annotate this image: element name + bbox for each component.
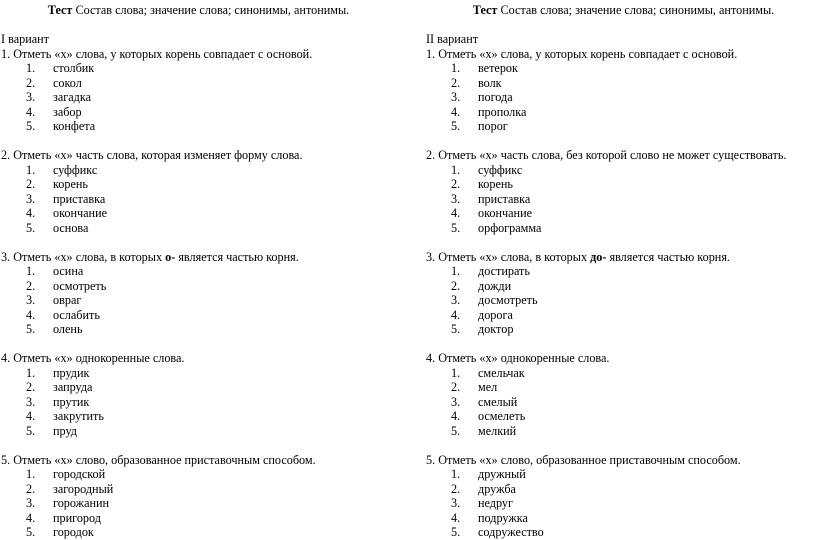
option-1[interactable]: 1. дружный bbox=[451, 467, 526, 481]
option-1[interactable]: 1. суффикс bbox=[26, 162, 98, 177]
question-2-options bbox=[426, 163, 816, 236]
option-1[interactable]: 1. осина bbox=[26, 264, 84, 278]
option-5[interactable]: 5. орфограмма bbox=[451, 220, 542, 235]
question-4: 4. Отметь «х» однокоренные слова. bbox=[1, 351, 185, 365]
option-4[interactable]: 4. закрутить bbox=[26, 409, 104, 423]
option-5[interactable]: 5. пруд bbox=[26, 423, 77, 438]
question-3: 3. Отметь «х» слова, в которых до- является частью корня. bbox=[426, 249, 730, 264]
question-5-options bbox=[1, 467, 396, 540]
option-3[interactable]: 3. прутик bbox=[26, 394, 90, 409]
option-1[interactable]: 1. суффикс bbox=[451, 162, 523, 177]
option-4[interactable]: 4. пригород bbox=[26, 510, 101, 525]
test-title bbox=[1, 3, 396, 18]
option-5[interactable]: 5. порог bbox=[451, 119, 508, 133]
option-4[interactable]: 4. ослабить bbox=[26, 307, 100, 322]
question-1-options bbox=[426, 61, 816, 134]
option-2[interactable]: 2. дожди bbox=[451, 278, 512, 293]
question-2-options bbox=[1, 163, 396, 236]
question-1: 1. Отметь «х» слова, у которых корень совпадает с основой. bbox=[426, 46, 738, 61]
question-1: 1. Отметь «х» слова, у которых корень совпадает с основой. bbox=[1, 46, 313, 61]
question-3-options bbox=[1, 264, 396, 337]
option-3[interactable]: 3. приставка bbox=[451, 191, 531, 206]
title-text: Состав слова; значение слова; синонимы, антонимы. bbox=[72, 3, 350, 17]
question-5: 5. Отметь «х» слово, образованное приставочным способом. bbox=[426, 452, 741, 467]
title-bold: Тест bbox=[47, 3, 73, 17]
question-4-options bbox=[1, 366, 396, 439]
option-3[interactable]: 3. досмотреть bbox=[451, 293, 538, 307]
option-2[interactable]: 2. дружба bbox=[451, 481, 516, 496]
option-4[interactable]: 4. окончание bbox=[26, 206, 108, 220]
option-3[interactable]: 3. горожанин bbox=[26, 496, 110, 510]
option-4[interactable]: 4. окончание bbox=[451, 206, 533, 220]
option-4[interactable]: 4. забор bbox=[26, 104, 82, 119]
option-5[interactable]: 5. конфета bbox=[26, 119, 96, 133]
option-1[interactable]: 1. ветерок bbox=[451, 61, 518, 75]
option-2[interactable]: 2. мел bbox=[451, 380, 498, 394]
option-1[interactable]: 1. столбик bbox=[26, 61, 95, 75]
variant-2-column bbox=[426, 3, 816, 540]
variant-label: I вариант bbox=[1, 32, 49, 46]
option-1[interactable]: 1. достирать bbox=[451, 264, 530, 278]
option-3[interactable]: 3. погода bbox=[451, 90, 513, 104]
question-2: 2. Отметь «х» часть слова, которая изменяет форму слова. bbox=[1, 148, 303, 162]
option-2[interactable]: 2. загородный bbox=[26, 481, 114, 496]
option-4[interactable]: 4. подружка bbox=[451, 510, 528, 525]
option-5[interactable]: 5. городок bbox=[26, 525, 94, 539]
option-1[interactable]: 1. городской bbox=[26, 467, 106, 481]
option-3[interactable]: 3. недруг bbox=[451, 496, 513, 510]
title-bold: Тест bbox=[472, 3, 498, 17]
option-2[interactable]: 2. корень bbox=[26, 177, 88, 191]
option-4[interactable]: 4. осмелеть bbox=[451, 409, 526, 423]
option-2[interactable]: 2. запруда bbox=[26, 380, 93, 394]
variant-label: II вариант bbox=[426, 32, 479, 46]
option-2[interactable]: 2. осмотреть bbox=[26, 278, 107, 293]
option-5[interactable]: 5. доктор bbox=[451, 322, 514, 336]
option-3[interactable]: 3. приставка bbox=[26, 191, 106, 206]
question-4: 4. Отметь «х» однокоренные слова. bbox=[426, 351, 610, 365]
question-3: 3. Отметь «х» слова, в которых о- является частью корня. bbox=[1, 249, 299, 264]
option-2[interactable]: 2. сокол bbox=[26, 75, 82, 90]
title-text: Состав слова; значение слова; синонимы, антонимы. bbox=[497, 3, 775, 17]
question-1-options bbox=[1, 61, 396, 134]
question-2: 2. Отметь «х» часть слова, без которой слово не может существовать. bbox=[426, 148, 787, 162]
question-3-options bbox=[426, 264, 816, 337]
option-3[interactable]: 3. загадка bbox=[26, 90, 91, 104]
option-5[interactable]: 5. основа bbox=[26, 220, 89, 235]
option-4[interactable]: 4. дорога bbox=[451, 307, 513, 322]
option-3[interactable]: 3. смелый bbox=[451, 394, 518, 409]
option-2[interactable]: 2. корень bbox=[451, 177, 513, 191]
question-4-options bbox=[426, 366, 816, 439]
test-title bbox=[426, 3, 816, 18]
question-5-options bbox=[426, 467, 816, 540]
option-3[interactable]: 3. овраг bbox=[26, 293, 82, 307]
option-1[interactable]: 1. прудик bbox=[26, 365, 90, 380]
option-5[interactable]: 5. содружество bbox=[451, 525, 544, 539]
question-5: 5. Отметь «х» слово, образованное приставочным способом. bbox=[1, 452, 316, 467]
option-1[interactable]: 1. смельчак bbox=[451, 365, 525, 380]
option-5[interactable]: 5. олень bbox=[26, 322, 83, 336]
variant-1-column bbox=[1, 3, 396, 540]
option-2[interactable]: 2. волк bbox=[451, 75, 502, 90]
option-4[interactable]: 4. прополка bbox=[451, 104, 527, 119]
option-5[interactable]: 5. мелкий bbox=[451, 423, 517, 438]
